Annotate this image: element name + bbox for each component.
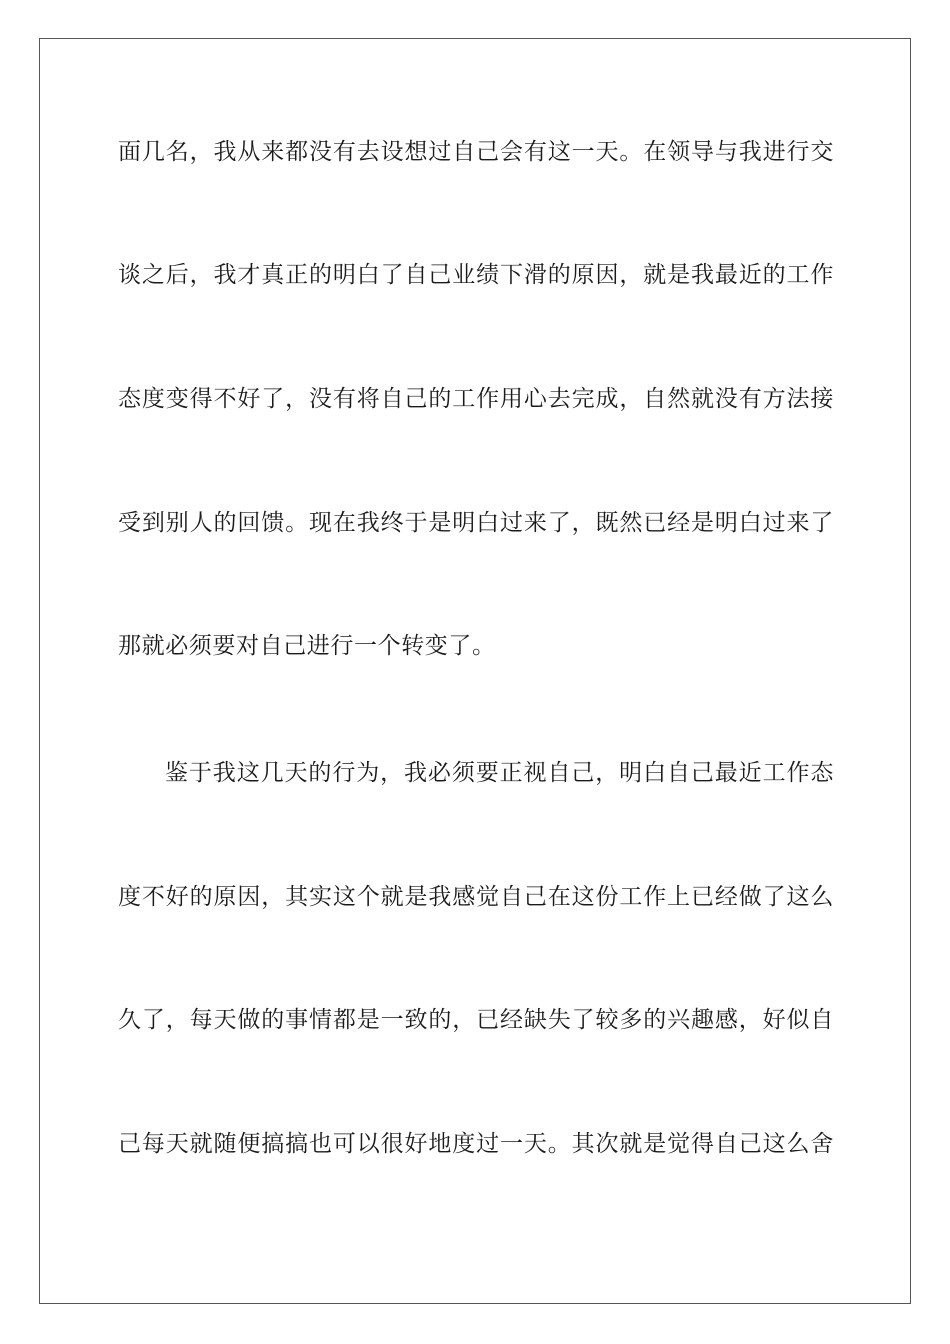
text-line-3: 态度变得不好了，没有将自己的工作用心去完成，自然就没有方法接 — [118, 386, 834, 412]
text-line-9: 己每天就随便搞搞也可以很好地度过一天。其次就是觉得自己这么舍 — [118, 1131, 834, 1157]
text-line-2: 谈之后，我才真正的明白了自己业绩下滑的原因，就是我最近的工作 — [118, 262, 834, 288]
text-line-5: 那就必须要对自己进行一个转变了。 — [118, 633, 496, 659]
text-line-6-paragraph-start: 鉴于我这几天的行为，我必须要正视自己，明白自己最近工作态 — [165, 760, 834, 786]
text-line-4: 受到别人的回馈。现在我终于是明白过来了，既然已经是明白过来了 — [118, 510, 834, 536]
text-line-8: 久了，每天做的事情都是一致的，已经缺失了较多的兴趣感，好似自 — [118, 1007, 834, 1033]
page-border — [39, 38, 911, 1304]
text-line-7: 度不好的原因，其实这个就是我感觉自己在这份工作上已经做了这么 — [118, 884, 834, 910]
text-line-1: 面几名，我从来都没有去设想过自己会有这一天。在领导与我进行交 — [118, 139, 834, 165]
